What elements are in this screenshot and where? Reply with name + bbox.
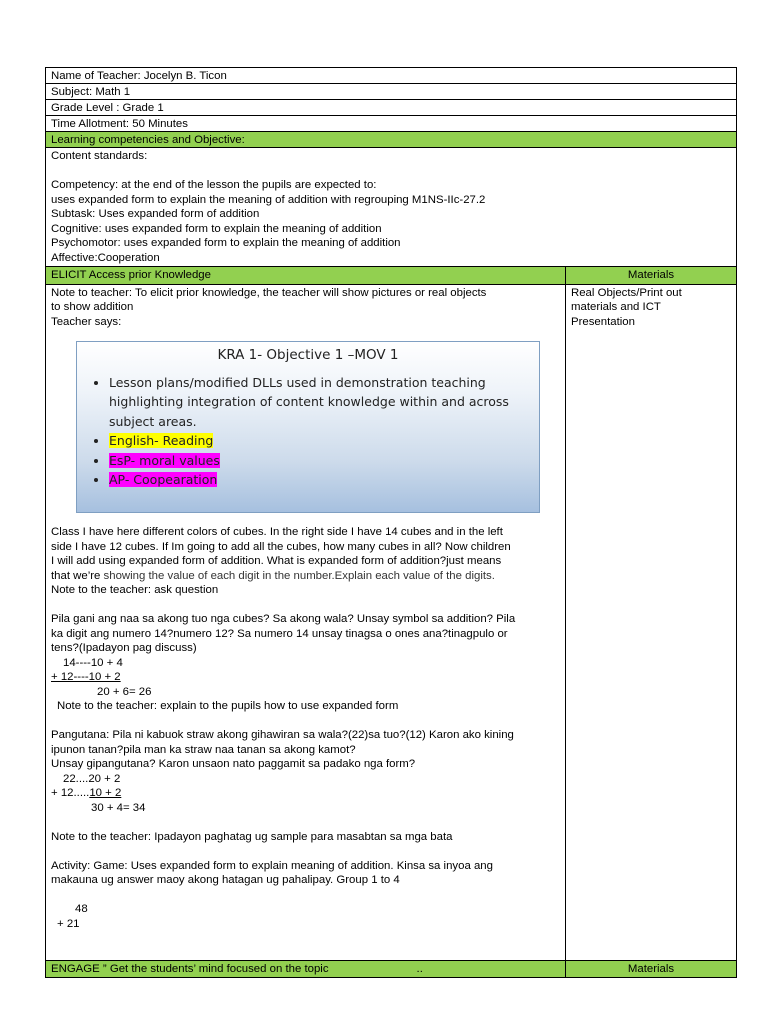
note-to-teacher-elicit-cont: to show addition <box>51 301 134 313</box>
objectives-section <box>45 147 737 266</box>
kra-list <box>77 373 539 490</box>
note-explain: Note to the teacher: explain to the pupils how to use expanded form <box>57 700 399 712</box>
materials-text: Real Objects/Print out <box>571 286 682 299</box>
activity-paragraph: Activity: Game: Uses expanded form to explain meaning of addition. Kinsa sa inyoa ang makauna ug answer maoy akong hatagan ug pahalipay. Group 1 to 4 <box>51 859 493 886</box>
kra-bullet: • AP- Coopearation <box>109 470 539 490</box>
materials-text: materials and ICT <box>571 301 661 313</box>
expanded-form-example-2: 22....20 + 2 + 12.....10 + 2 30 + 4= 34 <box>51 772 146 814</box>
materials-heading: Materials <box>627 269 675 281</box>
competency-detail: uses expanded form to explain the meaning of addition with regrouping M1NS-IIc-27.2 <box>51 193 486 206</box>
content-standards: Content standards: <box>51 150 148 162</box>
engage-header-row <box>45 960 737 979</box>
time-allotment: Time Allotment: 50 Minutes <box>45 115 737 131</box>
kra-callout-box <box>76 341 540 513</box>
affective: Affective:Cooperation <box>51 251 160 264</box>
pila-paragraph: Pila gani ang naa sa akong tuo nga cubes? Sa akong wala? Unsay symbol sa addition? Pila ka digit ang numero 14?numero 12? Sa numero 14 unsay tinagsa o ones ana?tinagpulo or tens?(Ipadayon pag discuss) <box>51 613 516 654</box>
kra-title: KRA 1- Objective 1 –MOV 1 <box>217 347 399 363</box>
elicit-heading: ELICIT Access prior Knowledge <box>46 267 566 284</box>
materials-column <box>566 285 736 960</box>
subject: Subject: Math 1 <box>45 83 737 99</box>
teacher-name: Name of Teacher: Jocelyn B. Ticon <box>45 67 737 83</box>
competencies-heading: Learning competencies and Objective: <box>45 131 737 147</box>
kra-bullet: • Lesson plans/modified DLLs used in demonstration teaching highlighting integration of content knowledge within and across subject areas. <box>109 373 539 432</box>
pangutana-paragraph: Pangutana: Pila ni kabuok straw akong gihawiran sa wala?(22)sa tuo?(12) Karon ako kining ipunon tanan?pila man ka straw naa tanan sa akong kamot? Unsay gipangutana? Karon unsaon nato paggamit sa padako nga form? <box>51 729 514 770</box>
competency: Competency: at the end of the lesson the pupils are expected to: <box>51 179 377 191</box>
engage-materials-heading: Materials <box>627 962 675 975</box>
psychomotor: Psychomotor: uses expanded form to explain the meaning of addition <box>51 237 401 249</box>
teacher-says: Teacher says: <box>51 315 122 328</box>
elicit-body-row <box>45 284 737 960</box>
kra-bullet: • English- Reading <box>109 431 539 451</box>
class-paragraph: Class I have here different colors of cubes. In the right side I have 14 cubes and in the left side I have 12 cubes. If Im going to add all the cubes, how many cubes in all? Now children I will add using expanded form of addition. What is expanded form of addition?just means that we’re showing the value of each digit in the number.Explain each value of the digits. <box>51 526 511 582</box>
note-ipadayon: Note to the teacher: Ipadayon paghatag ug sample para masabtan sa mga bata <box>51 830 453 843</box>
cognitive: Cognitive: uses expanded form to explain the meaning of addition <box>51 222 382 235</box>
subtask: Subtask: Uses expanded form of addition <box>51 208 260 220</box>
lesson-plan-table <box>45 67 737 978</box>
grade-level: Grade Level : Grade 1 <box>45 99 737 115</box>
expanded-form-example-1: 14----10 + 4 + 12----10 + 2 20 + 6= 26 <box>51 656 152 698</box>
materials-text: Presentation <box>571 315 635 328</box>
elicit-content <box>46 285 566 960</box>
engage-heading: ENGAGE ” Get the students’ mind focused on the topic .. <box>46 961 566 978</box>
activity-problem: 48 + 21 <box>57 903 88 930</box>
note-to-teacher-elicit: Note to teacher: To elicit prior knowledge, the teacher will show pictures or real objects <box>51 286 487 299</box>
note-ask-question: Note to the teacher: ask question <box>51 584 219 596</box>
kra-bullet: • EsP- moral values <box>109 451 539 471</box>
elicit-header-row <box>45 266 737 284</box>
